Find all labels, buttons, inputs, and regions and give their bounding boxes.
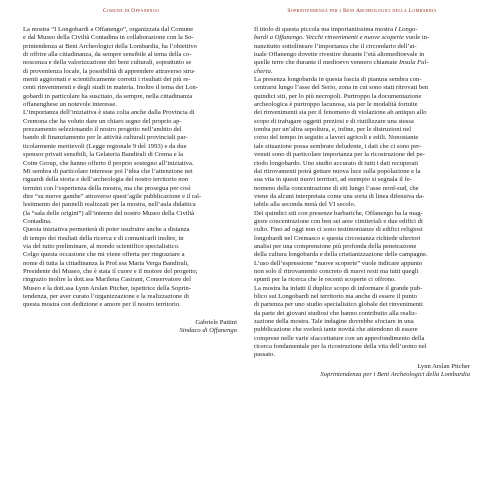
right-intro-title-italic: I Longo- bardi a Offanengo. Vecchi rinvenimenti e nuove scoperte (254, 26, 418, 42)
right-signature-name: Lynn Arslan Pitcher (417, 362, 470, 370)
left-signature-name: Gabriele Pattini (195, 318, 237, 326)
right-column (254, 7, 470, 380)
right-column-title: Soprintendenza per i Beni Archeologici della Lombardia (287, 8, 437, 14)
right-intro-paragraph (254, 26, 470, 76)
left-column-title: Comune di Offanengo (102, 8, 160, 14)
right-signature-role: Soprintendenza per i Beni Archeologici della Lombardia (320, 371, 470, 379)
right-intro-text-c: . (270, 67, 273, 75)
right-intro-text-a: Il titolo di questa piccola ma importantissima mostra (254, 26, 395, 33)
left-signature-role: Sindaco di Offanengo (179, 327, 237, 335)
right-intro-text-b: vuole in- nanzitutto sottolineare l’importanza che il circondario dell’at- tuale Offanengo dovette rivestire durante l’età altomedioevale in quelle terre che durante il medioevo vennero chiamate (254, 34, 430, 67)
left-body-text: La mostra “I Longobardi a Offanengo”, organizzata dal Comune e dal Museo della Civiltà Contadina in collaborazione con la So- printendenza ai Beni Archeologici della Lombardia, ha l’obiettivo di offrire alla cittadinanza, da sempre sensibile al tema della co- noscenza e della valorizzazione dei beni culturali, soprattutto se di provenienza locale, la possibilità di apprendere attraverso stru- menti aggiornati e scientificamente corretti i risultati dei più re- centi rinvenimenti e degli studi in materia. Inoltre il tema dei Lon- gobardi in particolare ha suscitato, da sempre, nella cittadinanza offanenghese un notevole interesse. L’importanza dell’iniziativa è stata colta anche dalla Provincia di Cremona che ha voluto dare un chiaro segno del proprio ap- prezzamento selezionando il nostro progetto nell’ambito del bando di finanziamento per le attività culturali provinciali par- ticolarmente meritevoli (Legge regionale 9 del 1993) e da due sponsor privati sensibili, la Gelateria Bandirali di Crema e la Coim Group, che hanno offerto il proprio sostegno all’iniziativa. Mi sembra di particolare interesse poi l’idea che l’attenzione nei riguardi della storia e dell’archeologia del nostro territorio non termini con l’esperienza della mostra, ma che prosegua per così dire “su nuove gambe” attraverso quest’agile pubblicazione e il ral- lestimento dei pannelli realizzati per la mostra, nell’aula didattica (la “sala delle origini”) all’interno del nostro Museo della Civiltà Contadina. Questa iniziativa permetterà di poter usufruire anche a distanza di tempo dei risultati della ricerca e di comunicarli inoltre, in via del tutto preliminare, al mondo scientifico specialistico. Colgo questa occasione che mi viene offerta per ringraziare a nome di tutta la cittadinanza la Prof.ssa Maria Verga Bandirali, Presidente del Museo, che è stata il cuore e il motore del progetto; ringrazio inoltre la dott.ssa Marilena Casirani, Conservatore del Museo e la dott.ssa Lynn Arslan Pitcher, ispettrice della Soprin- tendenza, per aver curato l’organizzazione e la realizzazione di questa mostra con dedizione e amore per il nostro territorio. (23, 26, 202, 309)
right-intro-place-italic: Insula Ful- cheria (254, 59, 429, 75)
left-column (23, 7, 239, 336)
right-body-text: La presenza longobarda in questa fascia di pianura sembra con- centrarsi lungo l’asse del Serio, zona in cui sono stati ritrovati ben quindici siti, per lo più necropoli. Purtroppo la documentazione archeologica è purtroppo lacunosa, sia per le modalità fortuite dei rinvenimenti sia per il fenomeno di violazione ab antiquo allo scopo di trafugare oggetti preziosi e di riutilizzare una stessa tomba per un’altra sepoltura, e, infine, per le distruzioni nel corso del tempo in seguito a lavori agricoli e edili. Nonostante tale situazione possa sembrare deludente, i dati che ci sono per- venuti sono di particolare importanza per la ricostruzione del pe- riodo longobardo. Uno studio accurato di tutti i dati recuperati dai ritrovamenti potrà gettare nuova luce sulla popolazione e la sua vita in questi nuovi territori, ad esempio si segnala il fe- nomeno della concentrazione di siti lungo l’asse nord-sud, che viene da alcuni interpretata come una sorta di linea difensiva da- tabile alla seconda metà del VI secolo. Dei quindici siti con presenze barbariche, Offanengo ha la mag- giore concentrazione con ben sei aree cimiteriali e due edifici di culto. Fino ad oggi non ci sono testimonianze di edifici religiosi longobardi nel Cremasco e questa circostanza richiede ulteriori analisi per una comprensione più profonda della penetrazione della cultura longobarda e della cristianizzazione delle campagne. L’uso dell’espressione “nuove scoperte” vuole indicare appunto non solo il ritrovamento concreto di nuovi resti ma tutti quegli spunti per la ricerca che le recenti scoperte ci offrono. La mostra ha infatti il duplice scopo di informare il grande pub- blico sui Longobardi nel territorio ma anche di essere il punto di partenza per uno studio specialistico globale dei rinvenimenti da parte dei giovani studiosi che hanno contribuito alla realiz- zazione della mostra. Tale indagine dovrebbe sfociare in una pubblicazione che svelerà tante novità che attendono di essere comprese nelle varie sfaccettature con un approfondimento della ricerca fondamentale per la ricostruzione della vita dell’uomo nel passato. (254, 76, 429, 359)
